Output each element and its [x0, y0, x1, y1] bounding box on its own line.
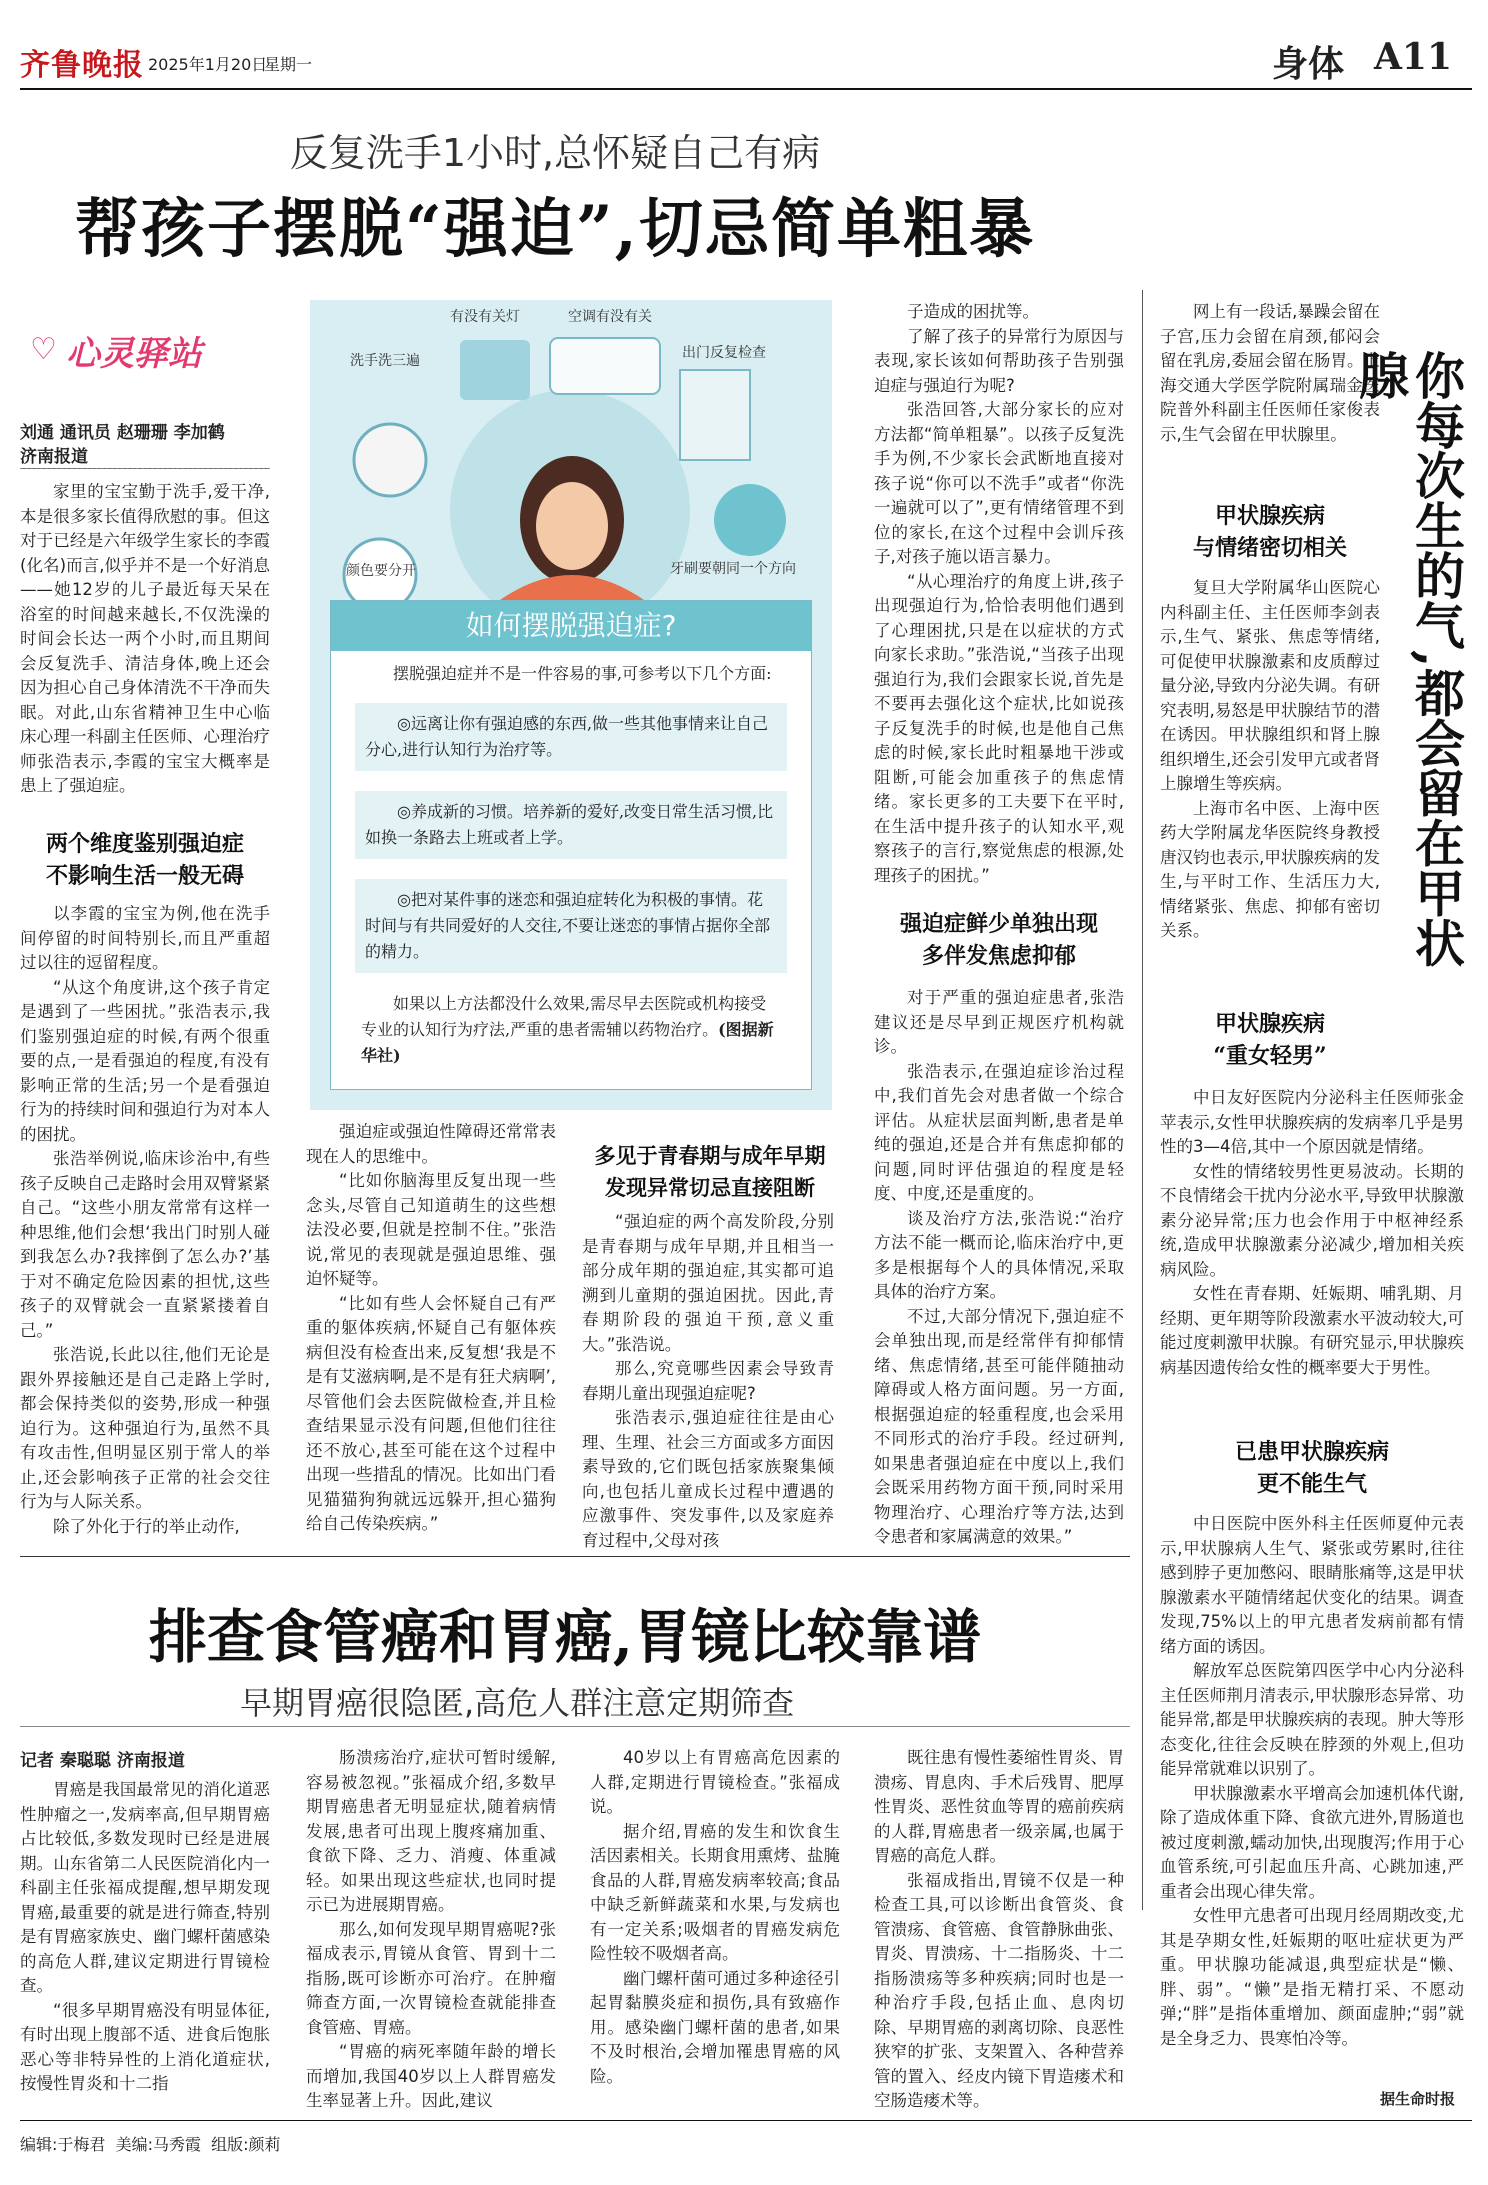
- footer-credits: 编辑:于梅君 美编:马秀霞 组版:颜莉: [20, 2135, 281, 2154]
- section-name: 身体: [1272, 43, 1345, 85]
- article1-byline: 刘通 通讯员 赵珊珊 李加鹤: [20, 423, 225, 443]
- paragraph: 解放军总医院第四医学中心内分泌科主任医师荆月清表示,甲状腺形态异常、功能异常,都是甲状腺疾病的表现。肿大等形态变化,往往会反映在脖颈的外观上,但功能异常就难以识别了。: [1160, 1661, 1464, 1778]
- photo-credit: (图据新华社): [361, 1020, 774, 1065]
- article1-subhead3: 强迫症鲜少单独出现 多伴发焦虑抑郁: [899, 911, 1098, 969]
- paragraph: 胃癌是我国最常见的消化道恶性肿瘤之一,发病率高,但早期胃癌占比较低,多数发现时已经是进展期。山东省第二人民医院消化内一科副主任张福成提醒,想早期发现胃癌,最重要的就是进行筛查,特别是有胃癌家族史、幽门螺杆菌感染的高危人群,建议定期进行胃镜检查。: [20, 1780, 270, 1995]
- tips-intro: 摆脱强迫症并不是一件容易的事,可参考以下几个方面:: [393, 664, 772, 683]
- article1-subhead2: 多见于青春期与成年早期 发现异常切忌直接阻断: [594, 1143, 826, 1200]
- washing-hands-icon: [354, 424, 426, 496]
- article1-kicker: 反复洗手1小时,总怀疑自己有病: [289, 131, 821, 175]
- paragraph: 谈及治疗方法,张浩说:“治疗方法不能一概而论,临床治疗中,更多是根据每个人的具体情况,采取具体的治疗方案。: [874, 1208, 1124, 1301]
- tip-3: ◎把对某件事的迷恋和强迫症转化为积极的事情。花时间与有共同爱好的人交往,不要让迷恋的事情占据你全部的精力。: [355, 879, 787, 973]
- paragraph: 了解了孩子的异常行为原因与表现,家长该如何帮助孩子告别强迫症与强迫行为呢?: [874, 326, 1124, 395]
- article3-top-rule: [20, 1556, 1130, 1557]
- article2-credit: 据生命时报: [1380, 2090, 1456, 2108]
- tips-outro-text: 如果以上方法都没什么效果,需尽早去医院或机构接受专业的认知行为疗法,严重的患者需辅以药物治疗。: [361, 994, 767, 1039]
- paragraph: 张浩回答,大部分家长的应对方法都“简单粗暴”。以孩子反复洗手为例,不少家长会武断地直接对孩子说“你可以不洗手”或者“你洗一遍就可以了”,更有情绪管理不到位的家长,在这个过程中会训斥孩子,对孩子施以语言暴力。: [874, 400, 1124, 566]
- paragraph: “从心理治疗的角度上讲,孩子出现强迫行为,恰恰表明他们遇到了心理困扰,只是在以症状的方式向家长求助。”张浩说,“当孩子出现强迫行为,我们会跟家长说,首先是不要再去强化这个症状,比如说孩子反复洗手的时候,也是他自己焦虑的时候,家长此时粗暴地干涉或阻断,可能会加重孩子的焦虑情绪。家长更多的工夫要下在平时,在生活中提升孩子的认知水平,观察孩子的言行,察觉焦虑的根源,处理孩子的困扰。”: [874, 571, 1124, 885]
- door-icon: [680, 370, 750, 460]
- tips-outro: [361, 991, 781, 1069]
- paragraph: 复旦大学附属华山医院心内科副主任、主任医师李剑表示,生气、紧张、焦虑等情绪,可促使甲状腺激素和皮质醇过量分泌,导致内分泌失调。有研究表明,易怒是甲状腺结节的潜在诱因。甲状腺组织和肾上腺组织增生,还会引发甲亢或者肾上腺增生等疾病。: [1160, 578, 1380, 793]
- paragraph: 中日医院中医外科主任医师夏仲元表示,甲状腺病人生气、紧张或劳累时,往往感到脖子更加憋闷、眼睛胀痛等,这是甲状腺激素水平随情绪起伏变化的结果。调查发现,75%以上的甲亢患者发病前都有情绪方面的诱因。: [1160, 1514, 1464, 1656]
- paragraph: 肠溃疡治疗,症状可暂时缓解,容易被忽视。”张福成介绍,多数早期胃癌患者无明显症状,随着病情发展,患者可出现上腹疼痛加重、食欲下降、乏力、消瘦、体重减轻。如果出现这些症状,也同时提示已为进展期胃癌。: [306, 1748, 556, 1914]
- article2-subhead1: 甲状腺疾病 与情绪密切相关: [1192, 503, 1347, 561]
- issue-date: 2025年1月20日: [148, 55, 268, 74]
- tip-1: ◎远离让你有强迫感的东西,做一些其他事情来让自己分心,进行认知行为治疗等。: [355, 703, 787, 771]
- column-logo: [30, 320, 250, 376]
- paragraph: 据介绍,胃癌的发生和饮食生活因素相关。长期食用熏烤、盐腌食品的人群,胃癌发病率较高;食品中缺乏新鲜蔬菜和水果,与发病也有一定关系;吸烟者的胃癌发病危险性较不吸烟者高。: [590, 1821, 840, 1963]
- tips-box: [330, 600, 812, 1090]
- paragraph: “强迫症的两个高发阶段,分别是青春期与成年早期,并且相当一部分成年期的强迫症,其实都可追溯到儿童期的强迫困扰。因此,青春期阶段的强迫干预,意义重大。”张浩说。: [582, 1212, 834, 1354]
- infographic: [310, 300, 832, 1110]
- heart-icon: ♡: [30, 332, 57, 367]
- paragraph: 以李霞的宝宝为例,他在洗手间停留的时间特别长,而且严重超过以往的逗留程度。: [20, 904, 270, 972]
- paragraph: 张福成指出,胃镜不仅是一种检查工具,可以诊断出食管炎、食管溃疡、食管癌、食管静脉曲张、胃炎、胃溃疡、十二指肠炎、十二指肠溃疡等多种疾病;同时也是一种治疗手段,包括止血、息肉切除、早期胃癌的剥离切除、良恶性狭窄的扩张、支架置入、各种营养管的置入、经皮内镜下胃造瘘术和空肠造瘘术等。: [874, 1870, 1124, 2110]
- paragraph: 甲状腺激素水平增高会加速机体代谢,除了造成体重下降、食欲亢进外,胃肠道也被过度刺激,蠕动加快,出现腹泻;作用于心血管系统,可引起血压升高、心跳加速,严重者会出现心律失常。: [1160, 1783, 1464, 1901]
- paragraph: “胃癌的病死率随年龄的增长而增加,我国40岁以上人群胃癌发生率显著上升。因此,建议: [306, 2042, 556, 2110]
- paragraph: 上海市名中医、上海中医药大学附属龙华医院终身教授唐汉钧也表示,甲状腺疾病的发生,与平时工作、生活压力大,情绪紧张、焦虑、抑郁有密切关系。: [1160, 798, 1380, 940]
- infographic-label-door: 出门反复检查: [682, 345, 766, 361]
- article1-location: 济南报道: [20, 447, 88, 467]
- toothbrush-cup-icon: [714, 484, 786, 556]
- footer-rule: [20, 2120, 1472, 2121]
- paragraph: 那么,如何发现早期胃癌呢?张福成表示,胃镜从食管、胃到十二指肠,既可诊断亦可治疗。在肿瘤筛查方面,一次胃镜检查就能排查食管癌、胃癌。: [306, 1919, 556, 2037]
- infographic-label-lights: 有没有关灯: [450, 309, 520, 325]
- paragraph: 中日友好医院内分泌科主任医师张金苹表示,女性甲状腺疾病的发病率几乎是男性的3—4倍,其中一个原因就是情绪。: [1160, 1088, 1464, 1156]
- article2-lead: [1160, 300, 1380, 486]
- paragraph: 张浩表示,强迫症往往是由心理、生理、社会三方面或多方面因素导致的,它们既包括家族聚集倾向,也包括儿童成长过程中遭遇的应激事件、突发事件,以及家庭养育过程中,父母对孩: [582, 1408, 834, 1550]
- column-divider: [1142, 290, 1143, 1910]
- infographic-label-color: 颜色要分开: [346, 563, 416, 579]
- article1-col1-body: [20, 902, 270, 1540]
- paragraph: “比如你脑海里反复出现一些念头,尽管自己知道萌生的这些想法没必要,但就是控制不住。”张浩说,常见的表现就是强迫思维、强迫怀疑等。: [306, 1171, 556, 1288]
- paragraph: 那么,究竟哪些因素会导致青春期儿童出现强迫症呢?: [582, 1359, 834, 1403]
- paragraph: 子造成的困扰等。: [907, 302, 1039, 321]
- infographic-label-toothbrush: 牙刷要朝同一个方向: [670, 561, 796, 577]
- air-conditioner-icon: [550, 338, 660, 394]
- article3-col4: [874, 1746, 1124, 2110]
- paragraph: 张浩举例说,临床诊治中,有些孩子反映自己走路时会用双臂紧紧自己。“这些小朋友常常有这样一种思维,他们会想‘我出门时别人碰到我怎么办?我摔倒了怎么办?’基于对不确定危险因素的担忧,这些孩子的双臂就会一直紧紧搂着自己。”: [20, 1149, 270, 1340]
- article2-subhead3: 已患甲状腺疾病 更不能生气: [1234, 1439, 1389, 1497]
- infographic-label-wash: 洗手洗三遍: [350, 353, 420, 369]
- article2-subhead2: 甲状腺疾病 “重女轻男”: [1213, 1011, 1327, 1069]
- article3-col2: [306, 1746, 556, 2110]
- paragraph: 既往患有慢性萎缩性胃炎、胃溃疡、胃息肉、手术后残胃、肥厚性胃炎、恶性贫血等胃的癌前疾病的人群,胃癌患者一级亲属,也属于胃癌的高危人群。: [874, 1748, 1124, 1865]
- light-switch-icon: [460, 340, 530, 400]
- article1-col1-lead: [20, 480, 270, 820]
- girl-face: [536, 482, 608, 570]
- paragraph: 家里的宝宝勤于洗手,爱干净,本是很多家长值得欣慰的事。但这对于已经是六年级学生家长的李霞(化名)而言,似乎并不是一个好消息——她12岁的儿子最近每天呆在浴室的时间越来越长,不仅洗澡的时间会长达一两个小时,而且期间会反复洗手、清洁身体,晚上还会因为担心自己身体清洗不干净而失眠。对此,山东省精神卫生中心临床心理一科副主任医师、心理治疗师张浩表示,李霞的宝宝大概率是患上了强迫症。: [20, 482, 270, 795]
- paragraph: 张浩说,长此以往,他们无论是跟外界接触还是自己走路上学时,都会保持类似的姿势,形成一种强迫行为。这种强迫行为,虽然不具有攻击性,但明显区别于常人的举止,还会影响孩子正常的社会交往行为与人际关系。: [20, 1345, 270, 1511]
- paragraph: 除了外化于行的举止动作,: [53, 1516, 240, 1536]
- article1-col4-bottom: [874, 986, 1124, 1546]
- article3-title: 排查食管癌和胃癌,胃镜比较靠谱: [148, 1603, 982, 1671]
- article2-title: 你每次生的气,都会留在甲状腺: [1351, 350, 1466, 968]
- article3-col1: [20, 1778, 270, 2093]
- tips-box-title: 如何摆脱强迫症?: [331, 601, 811, 651]
- paragraph: “比如有些人会怀疑自己有严重的躯体疾病,怀疑自己有躯体疾病但没有检查出来,反复想‘我是不是有艾滋病啊,是不是有狂犬病啊’,尽管他们会去医院做检查,并且检查结果显示没有问题,但他们往往还不放心,甚至可能在这个过程中出现一些措乱的情况。比如出门看见猫猫狗狗就远远躲开,担心猫狗给自己传染疾病。”: [306, 1293, 556, 1533]
- article1-col2-body: [306, 1120, 556, 1540]
- paragraph: 不过,大部分情况下,强迫症不会单独出现,而是经常伴有抑郁情绪、焦虑情绪,甚至可能伴随抽动障碍或人格方面问题。另一方面,根据强迫症的轻重程度,也会采用不同形式的治疗手段。经过研判,如果患者强迫症在中度以上,我们会既采用药物方面干预,同时采用物理治疗、心理治疗等方法,达到令患者和家属满意的效果。”: [874, 1306, 1124, 1546]
- article3-subtitle: 早期胃癌很隐匿,高危人群注意定期筛查: [240, 1684, 795, 1722]
- paragraph: 40岁以上有胃癌高危因素的人群,定期进行胃镜检查。”张福成说。: [590, 1748, 840, 1816]
- article2-body3: [1160, 1512, 1464, 2086]
- newspaper-logo: 齐鲁晚报: [20, 48, 144, 83]
- paragraph: “从这个角度讲,这个孩子肯定是遇到了一些困扰。”张浩表示,我们鉴别强迫症的时候,有两个很重要的点,一是看强迫的程度,有没有影响正常的生活;另一个是看强迫行为的持续时间和强迫行为对本人的困扰。: [20, 977, 270, 1144]
- masthead-rule: [20, 88, 1472, 90]
- article3-col3: [590, 1746, 840, 2088]
- paragraph: 幽门螺杆菌可通过多种途径引起胃黏膜炎症和损伤,具有致癌作用。感染幽门螺杆菌的患者,如果不及时根治,会增加罹患胃癌的风险。: [590, 1968, 840, 2086]
- article1-col3-body: [582, 1210, 834, 1550]
- paragraph: 女性的情绪较男性更易波动。长期的不良情绪会干扰内分泌水平,导致甲状腺激素分泌异常;压力也会作用于中枢神经系统,造成甲状腺激素分泌减少,增加相关疾病风险。: [1160, 1161, 1464, 1279]
- paragraph: 对于严重的强迫症患者,张浩建议还是尽早到正规医疗机构就诊。: [874, 988, 1124, 1056]
- article3-byline: 记者 秦聪聪 济南报道: [20, 1751, 185, 1771]
- infographic-label-ac: 空调有没有关: [568, 309, 652, 325]
- tip-2: ◎养成新的习惯。培养新的爱好,改变日常生活习惯,比如换一条路去上班或者上学。: [355, 791, 787, 859]
- paragraph: 张浩表示,在强迫症诊治过程中,我们首先会对患者做一个综合评估。从症状层面判断,患者是单纯的强迫,还是合并有焦虑抑郁的问题,同时评估强迫的程度是轻度、中度,还是重度的。: [874, 1061, 1124, 1203]
- article1-title: 帮孩子摆脱“强迫”,切忌简单粗暴: [75, 192, 1035, 267]
- paragraph: 女性在青春期、妊娠期、哺乳期、月经期、更年期等阶段激素水平波动较大,可能过度刺激甲状腺。有研究显示,甲状腺疾病基因遗传给女性的概率要大于男性。: [1160, 1284, 1464, 1377]
- paragraph: “很多早期胃癌没有明显体征,有时出现上腹部不适、进食后饱胀恶心等非特异性的上消化道症状,按慢性胃炎和十二指: [20, 2000, 270, 2093]
- page-number: A11: [1374, 36, 1453, 78]
- article2-body2: [1160, 1086, 1464, 1428]
- paragraph: 强迫症或强迫性障碍还常常表现在人的思维中。: [306, 1122, 556, 1166]
- issue-weekday: 星期一: [264, 55, 313, 74]
- column-logo-text: 心灵驿站: [66, 334, 202, 374]
- paragraph: 女性甲亢患者可出现月经周期改变,尤其是孕期女性,妊娠期的呕吐症状更为严重。甲状腺功能减退,典型症状是“懒、胖、弱”。“懒”是指无精打采、不愿动弹;“胖”是指体重增加、颜面虚肿;“弱”就是全身乏力、畏寒怕冷等。: [1160, 1906, 1464, 2048]
- byline-rule: [20, 468, 270, 469]
- article1-subhead1: 两个维度鉴别强迫症 不影响生活一般无碍: [45, 831, 244, 889]
- article3-sub-rule: [20, 1726, 1130, 1727]
- article2-body1: [1160, 576, 1380, 996]
- paragraph: 网上有一段话,暴躁会留在子宫,压力会留在肩颈,郁闷会留在乳房,委屈会留在肠胃。上海交通大学医学院附属瑞金医院普外科副主任医师任家俊表示,生气会留在甲状腺里。: [1160, 302, 1380, 444]
- article1-col4-top: [874, 300, 1124, 900]
